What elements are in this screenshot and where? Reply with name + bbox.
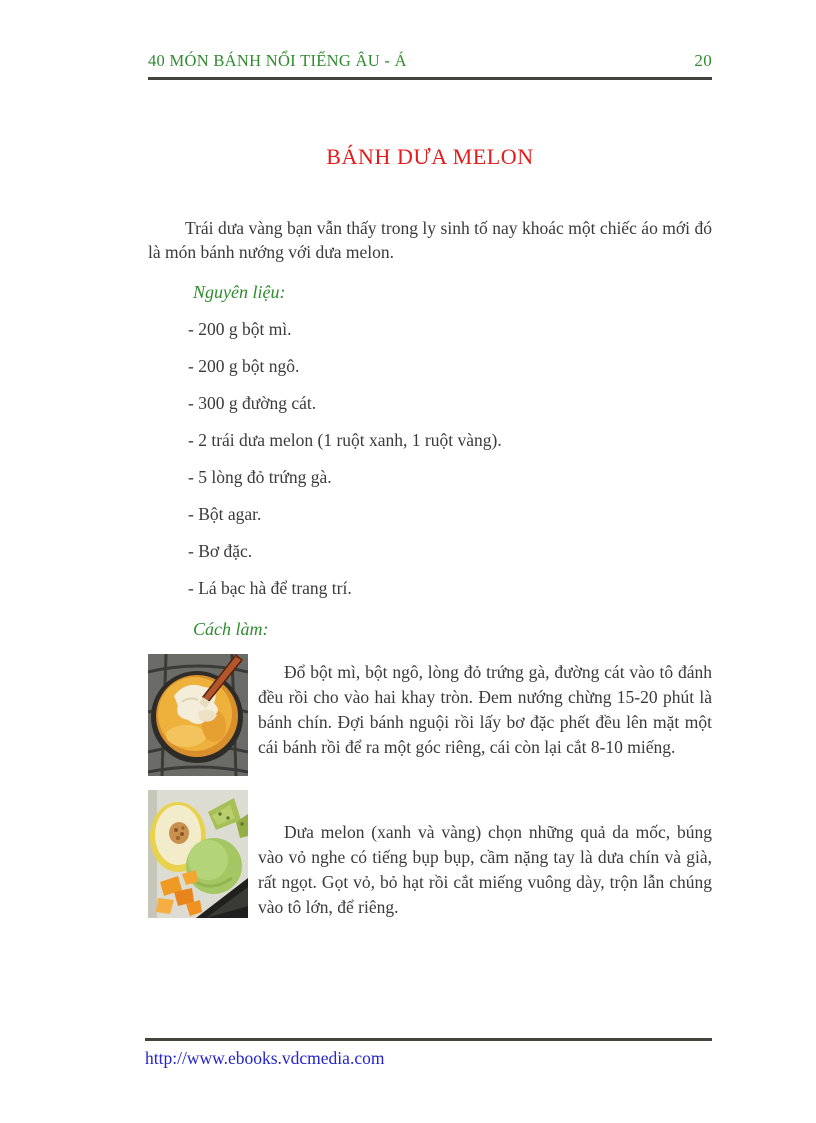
- site-url-link[interactable]: http://www.ebooks.vdcmedia.com: [145, 1048, 385, 1068]
- page-number: 20: [694, 51, 712, 70]
- step-block: [148, 790, 712, 920]
- ingredient-item: - 200 g bột mì.: [188, 319, 292, 339]
- recipe-title: BÁNH DƯA MELON: [326, 144, 534, 169]
- ingredient-item: - Lá bạc hà để trang trí.: [188, 578, 352, 598]
- ingredients-heading: Nguyên liệu:: [193, 282, 286, 302]
- page-footer: [145, 1038, 712, 1069]
- ingredient-item: - 2 trái dưa melon (1 ruột xanh, 1 ruột vàng).: [188, 430, 502, 450]
- step-block: [148, 654, 712, 778]
- batter-bowl-photo: [148, 654, 248, 776]
- page-header: [148, 50, 712, 80]
- melon-photo: [148, 790, 248, 918]
- method-heading: Cách làm:: [193, 619, 269, 639]
- ingredient-item: - 5 lòng đỏ trứng gà.: [188, 467, 332, 487]
- ingredient-item: - 300 g đường cát.: [188, 393, 317, 413]
- ingredient-item: - 200 g bột ngô.: [188, 356, 300, 376]
- step-text: Dưa melon (xanh và vàng) chọn những quả da mốc, búng vào vỏ nghe có tiếng bụp bụp, cầm nặng tay là dưa chín và già, rất ngọt. Gọt vỏ, bỏ hạt rồi cắt miếng vuông dày, trộn lẫn chúng vào tô lớn, để riêng.: [258, 822, 712, 917]
- ingredient-item: - Bột agar.: [188, 504, 262, 524]
- ingredient-item: - Bơ đặc.: [188, 541, 253, 561]
- step-text: Đổ bột mì, bột ngô, lòng đỏ trứng gà, đường cát vào tô đánh đều rồi cho vào hai khay tròn. Đem nướng chừng 15-20 phút là bánh chín. Đợi bánh nguội rồi lấy bơ đặc phết đều lên mặt một cái bánh rồi để ra một góc riêng, cái còn lại cắt 8-10 miếng.: [258, 662, 712, 757]
- header-title: 40 MÓN BÁNH NỔI TIẾNG ÂU - Á: [148, 51, 407, 70]
- intro-paragraph: Trái dưa vàng bạn vẫn thấy trong ly sinh tố nay khoác một chiếc áo mới đó là món bánh nướng với dưa melon.: [148, 218, 712, 262]
